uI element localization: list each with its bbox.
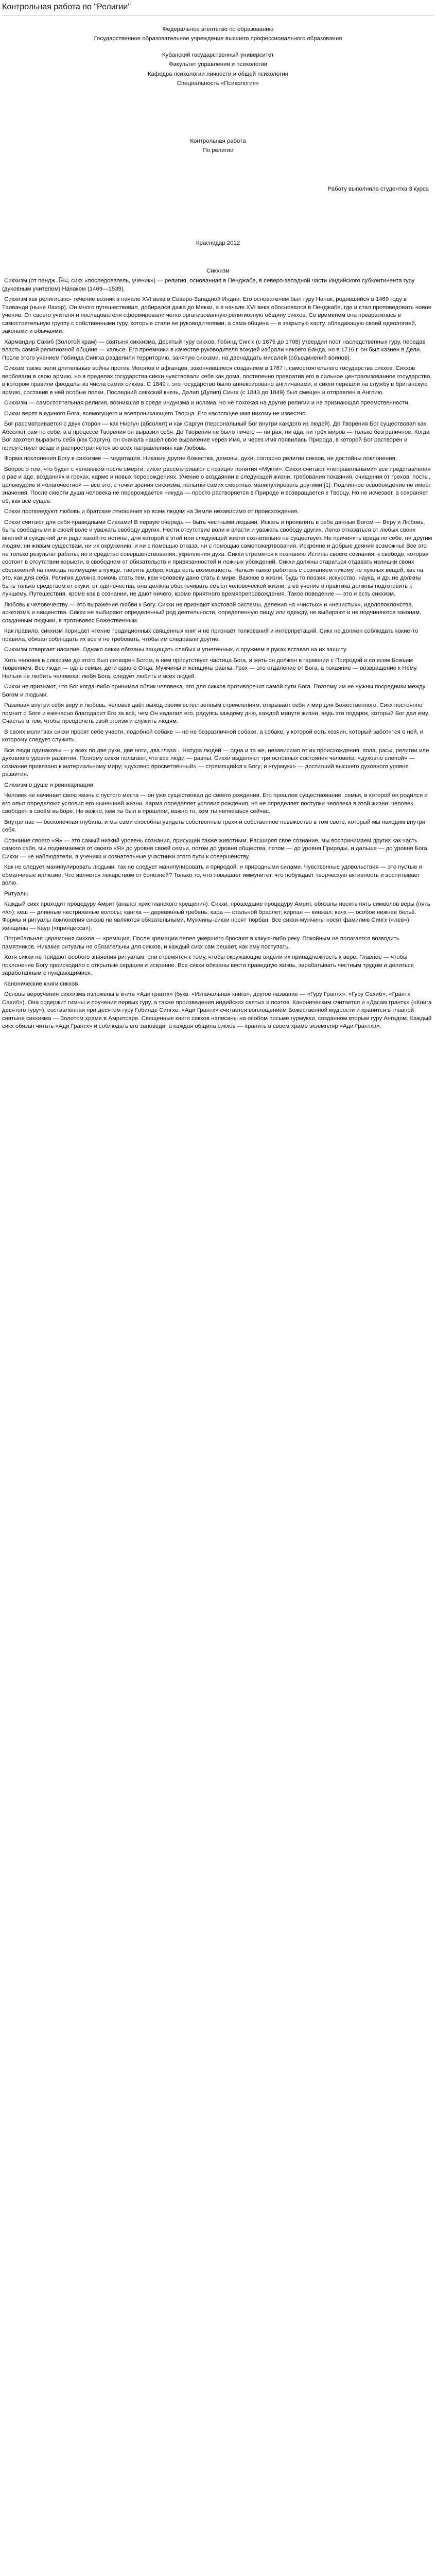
cover-university: Кубанский государственный университет <box>162 52 274 58</box>
cover-department: Кафедра психологии личности и общей психологии <box>147 71 289 77</box>
paragraph: Сикхи верят в единого Бога, всемогущего и всепроникающего Творца. Его настоящее имя никому не известно. <box>4 410 307 417</box>
document <box>0 0 436 1042</box>
cover-city-year: Краснодар 2012 <box>196 240 240 247</box>
paragraph: Основы вероучения сикхизма изложены в книге «Ади грантх» (букв. «Изначальная книга», другое название — «Гуру Грантх», «Гуру Сахиб», «Грантх Сахиб»). Она содержит гимны и поучения первых гуру, а также произведения индийских святых и поэтов. Каноническим считается и «Дасам грантх» («Книга десятого гуру»), составленная при десятом гуру Гобинде Сингхе. «Ади Грантх» считается воплощением Божественной мудрости и хранится в главной святыне сикхизма — Золотом храме в Амритсаре. Священные книги сикхов написаны на особом письме гурмукхи, созданном вторым гуру Ангадом. Каждый сикх обязан читать «Ади Грантх» и соблюдать его заповеди, а каждая община сикхов — хранить в своем храме экземпляр «Ади Грантха». <box>2 991 432 1030</box>
paragraph: Вопрос о том, что будет с человеком после смерти, сикхи рассматривают с позиции понятия «Мукти». Сикхи считают «неправильными» все представления о рае и аде, возданиях и грехах, карме и новых перерождениях. Учение о воздаянии в следующей жизни, требования покаяния, очищения от грехов, посты, целомудрие и «благочестие» — всё это, с точки зрения сикхизма, попытки самих смертных манипулировать другими [1]. Подлинное освобождение не имеет значения. После смерти душа человека не перерождается никуда — просто растворяется в Природе и возвращается к Творцу. Но не исчезает, а сохраняет её, как всё сущее. <box>2 466 431 504</box>
paragraph: Сикхи не признают, что Бог когда-либо принимал облик человека, это для сикхов противоречит самой сути Бога. Поэтому им не нужны посредники между Богом и людьми. <box>2 684 426 698</box>
paragraph: Погребальная церемония сикхов — кремация. После кремации пепел умершего бросают в какую-либо реку. Покойным не полагается возводить памятников. Никакие ритуалы не обязательны для сикхов, и каждый сикх сам решает, как ему поступать. <box>2 936 399 950</box>
paragraph: В своих молитвах сикхи просят себе участи, подобной собаке — но не безразличной собаке, а собаке, у которой есть хозяин, который заботится о ней, и которому следует служить. <box>2 728 424 743</box>
cover-agency: Федеральное агентство по образованию <box>162 26 274 32</box>
paragraph: Как не следует манипулировать людьми, так не следует манипулировать и природой, и природными силами. Чувственные удовольствия — это пустые и обманчивые иллюзии. Что является лекарством от болезней? Только то, что повышает иммунитет, что побуждает творческую активность и воспитывает волю. <box>2 864 423 887</box>
paragraph: Сикхи проповедуют любовь и братские отношения ко всем людям на Земле независимо от происхождения. <box>4 509 299 515</box>
paragraph: Хармандир Сахиб (Золотой храм) — святыня сикхизма, Десятый гуру сикхов, Гобинд Сингх (с 1675 до 1708) утвердил пост наследственных гуру, передав власть самой религиозной общине — хальсе. Его преемники в качестве руководителя вождей избрали некоего Банда, но в 1716 г. он был казнен в Дели. После этого учением Гобинда Сингха разделили территорию, занятую сикхами, на двенадцать мисалей (объединений воинов). <box>2 338 426 361</box>
page-title: Контрольная работа по "Религии" <box>2 0 434 16</box>
paragraph: Хоть человек в сикхизме до этого был сотворен Богом, в нём присутствует частица Бога, и жить он должен в гармонии с Природой и со всем Божьим творением. Все люди — одна семья, дети одного Отца. Мужчины и женщины равны. Грех — это отдаление от Бога, а покаяние — возвращение к Нему. Нельзя не любить человека: любя Бога, следует любить и всех людей. <box>2 657 418 680</box>
paragraph: Сознание своего «Я» — это самый низкий уровень сознания, присущий также животным. Расширяя свое сознание, мы воспринимаем других как часть самого себя, мы поднимаемся от своего «Я» до уровня своей семьи, потом до уровня общества, потом — до уровня Природы, и дальше — до уровня Бога. Сикхи — не наблюдатели, а ученики и сознательные участники этого пути к совершенству. <box>2 837 429 860</box>
paragraph: Форма поклонения Богу в сикхизме — медитация. Никакие другие божества, демоны, духи, согласно религии сикхов, не достойны поклонения. <box>4 455 397 462</box>
subheading: Канонические книги сикхов <box>4 980 78 987</box>
paragraph: Сикхи считают для себя праведными Сикхами! В первую очередь — быть честными людьми. Искать и проявлять в себе данные Богом — Веру и Любовь, быть свободными в своей воле и уважать свободу других. Нести отсутствие воли и власти и уважать свободу других. Легко отказаться от любых своих мнений и суждений для ради какой-то истины, для которой в этой или следующей жизни сознательно не существует. Не причинять вреда ни себе, ни другим людям, ни живым существам, ни их окружению, и ни с помощью отказа, ни с помощью самопожертвования. Искренне и добрые деяния возможны! Все это не только результат работы, но и средство совершенствования, укрепления духа. Сикхи стремятся к познанию Истины своего сознания, к свободе, которая состоит в отсутствии корысти, в свободном от обязательств и привязанностей и ложных убеждений. Сикхи должны стараться отдавать излишки своих сбережений на помощь неимущим в нужде, творить добро, когда есть возможность. Нельзя также работать с сознанием никому не нужных вещей, как на это, как для себя. Религия должна помочь стать тем, кем человеку дано стать в мире. Важное в жизни, будь то поэзия, искусство, наука, и др. не должны быть только средством от скуки, от одиночества, она должна обеспечивать смысл человеческой жизни, а её учение и практика должны подготовить к лучшему. Путешествия, кроме как в сознании, не дают ничего, кроме приятного времяпрепровождения. Такое поведение — это и есть сикхизм. <box>2 519 432 598</box>
cover-subject: По религии <box>202 147 234 154</box>
paragraph: Сикхизм как религиозно- течение возник в начале XVI века в Северо-Западной Индии. Его основателем был гуру Нанак, родившийся в 1469 году в Талванди (ныне Лахор). Он много путешествовал, добирался даже до Мекки, а в начале XVI века обосновался в Пенджабе, где и стал проповедовать новое учение. От своего учителя и последователя сформировали четко организованную религиозную общину сикхов. Со временем она превратилась в самостоятельную группу с собственными гуру, которые стали ее руководителями, а сама община — в закрытую касту, обладающую своей идеологией, законами и обычаями. <box>2 296 432 335</box>
cover-work-type: Контрольная работа <box>190 138 246 144</box>
paragraph: Сикхизм — самостоятельная религия, возникшая в среде индуизма и ислама, но не похожая на другие религии и не признающая преемственности. <box>4 400 410 406</box>
cover-block <box>2 26 434 155</box>
body-text <box>2 277 434 1031</box>
paragraph: Развивая внутри себя веру и любовь, человек даёт выход своим естественным стремлениям, открывает себя и мир для Божественного. Сикх постоянно помнит о Боге и ежечасно благодарит Его за всё, чем Он наделил его, радуясь каждому дню, каждой минуте жизни, ведь это подарок, который Бог дал ему. Счастье в том, чтобы преодолеть свой эгоизм и служить людям. <box>2 702 429 725</box>
paragraph: Хотя сикхи не придают особого значения ритуалам, они стремятся к тому, чтобы окружающие видели их принадлежность к вере. Главное — чтобы поклонение Богу происходило с открытым сердцем и искренне. Все сикхи обязаны вести праведную жизнь, зарабатывать честным трудом и делиться заработанным с нуждающимися. <box>2 954 414 977</box>
subheading: Сикхизм о душе и реинкарнации <box>4 782 93 788</box>
cover-author: Работу выполнила студентка 3 курса <box>327 185 429 192</box>
paragraph: Бог рассматривается с двух сторон — как Ниргун (абсолют) и как Саргун (персональный Бог внутри каждого из людей). До Творения Бог существовал как Абсолют сам по себе, а в процессе Творения он выразил себя. До Творения не было ничего — ни рая, ни ада, ни трёх миров — только безграничное. Когда Бог захотел выразить себя (как Саргун), он сначала нашёл свое выражение через Имя, и через Имя появилась Природа, в которой Бог растворен и присутствует везде и распространяется во всех направлениях как Любовь. <box>2 421 430 451</box>
paragraph: Все люди одинаковы — у всех по две руки, две ноги, два глаза... Натура людей — одна и та же, независимо от их происхождения, пола, расы, религии или духовного уровня развития. Поэтому сикхи полагают, что все люди — равны. Сикхи выделяют три основных состояния человека: «духовно слепой» — сознание привязано к материальному миру; «духовно просветлённый» — стремящийся к Богу; и «гурмукх» — достигший высшего духовного уровня развития. <box>2 747 429 778</box>
subheading: Ритуалы <box>4 890 28 897</box>
section-heading: Сикхизм <box>206 267 230 274</box>
paragraph: Человек не начинает свою жизнь с пустого места — он уже существовал до своего рождения. Его прошлое существование, семья, в которой он родился и его опыт определяют условия его нынешней жизни. Карма определяет условия рождения, но не определяет поступки человека в этой жизни: человек свободен в своём выборе. Не важно, кем ты был в прошлом, важно то, кем ты являешься сейчас. <box>2 792 428 815</box>
paragraph: Внутри нас — бесконечная глубина, и мы сами способны увидеть собственные грехи и собственное невежество в том свете, который мы находим внутри себя. <box>2 819 426 834</box>
cover-institution: Государственное образовательное учреждение высшего профессионального образования <box>94 36 342 42</box>
paragraph: Как правило, сикхизм порицает чтение традиционных священных книг и не признаёт толкований и интерпретаций. Сикх не должен соблюдать какие-то правила, обязан соблюдать их все и не требовать, чтобы им следовали другие. <box>2 628 418 642</box>
paragraph: Сикхизм (от пендж. ਸਿੱਖ, сикх «последователь, ученик») — религия, основанная в Пенджабе, в северо-западной части Индийского субконтинента гуру (духовным учителем) Нанаком (1469—1539). <box>2 278 415 292</box>
paragraph: Сикхизм отвергает насилие. Однако сикхи обязаны защищать слабых и угнетённых, с оружием в руках вставая на их защиту. <box>4 647 347 653</box>
cover-faculty: Факультет управления и психологии <box>168 61 268 68</box>
paragraph: Любовь к человечеству — это выражение любви к Богу. Сикхи не признают кастовой системы, деления на «чистых» и «нечистых», идолопоклонства, аскетизма и нищенства. Сикхи не выбирают определенный род деятельности, определенную пищу или одежду, не выбирают и не подчиняются законам, созданным людьми, в противовес Божественным. <box>2 601 422 624</box>
cover-specialty: Специальность «Психология» <box>177 80 259 87</box>
paragraph: Сикхам также вели длительные войны против Моголов и афганцев, закончившиеся созданием в 1767 г. самостоятельного государства сикхов. Сикхов вербовали в свою армию, но в пределах государства сикхи чувствовали себя как дома, постепенно превратив его в сильное централизованное государство, в котором правили феодалы из числа самих сикхов. С 1849 г. это государство было аннексировано англичанами, и сикхи перешли на службу в британскую армию, составив в ней особые полки. Последний сикхский князь, Далип (Дулип) Сингх (с 1843 до 1849) был смещен и отправлен в Англию. <box>2 365 432 396</box>
paragraph: Каждый сикх проходит процедуру Амрит (аналог христианского крещения). Сикхи, прошедшие процедуру Амрит, обязаны носить пять символов веры (пять «К»): кеш — длинные нестриженые волосы; кангха — деревянный гребень; кара — стальной браслет; кирпан — кинжал; качх — особое нижнее бельё. Формы и ритуалы поклонения сикхов не являются обязательными. Мужчины-сикхи носят тюрбан. Все сикхи-мужчины носят фамилию Сингх («лев»), женщины — Каур («принцесса»). <box>2 901 430 931</box>
